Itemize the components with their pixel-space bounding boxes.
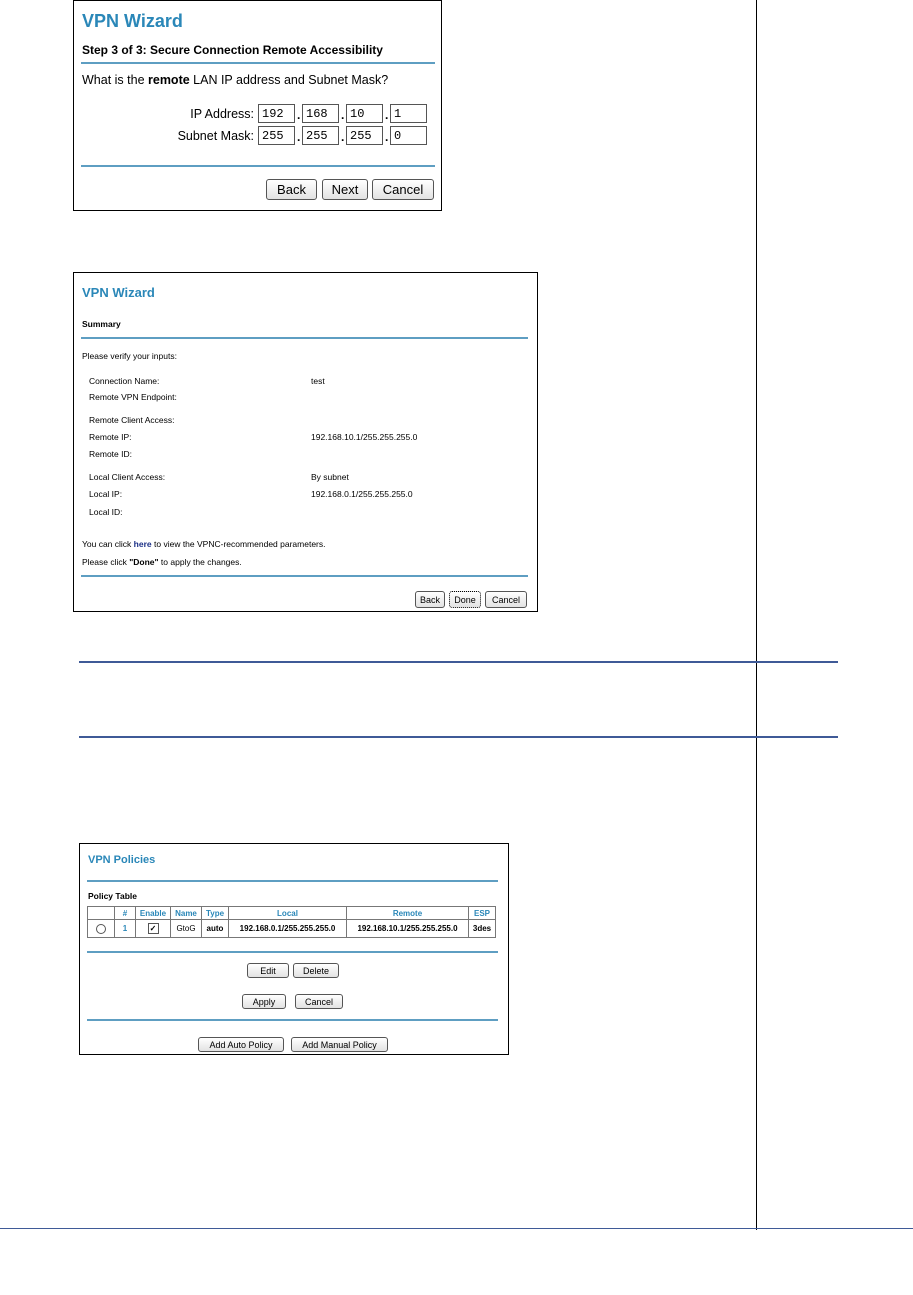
- divider: [81, 165, 435, 167]
- separator-dot: .: [385, 130, 389, 144]
- summary-value: 192.168.10.1/255.255.255.0: [311, 432, 418, 442]
- policy-type: auto: [202, 920, 229, 938]
- policy-esp: 3des: [469, 920, 496, 938]
- divider: [87, 880, 498, 882]
- note-top-rule: [79, 661, 838, 663]
- divider: [81, 337, 528, 339]
- vpn-wizard-step3-panel: [73, 0, 442, 211]
- table-row: [88, 920, 496, 938]
- ip-octet-4-input[interactable]: [390, 104, 427, 123]
- column-header: Type: [202, 907, 229, 920]
- ip-address-label: IP Address:: [190, 107, 254, 121]
- summary-value: By subnet: [311, 472, 349, 482]
- ip-octet-2-input[interactable]: [302, 104, 339, 123]
- mask-octet-4-input[interactable]: [390, 126, 427, 145]
- column-header: Local: [229, 907, 347, 920]
- vpn-policies-panel: [79, 843, 509, 1055]
- summary-label: Remote ID:: [89, 449, 132, 459]
- page-border-line: [756, 0, 757, 1230]
- edit-button[interactable]: Edit: [247, 963, 289, 978]
- summary-label: Remote IP:: [89, 432, 132, 442]
- policy-name: GtoG: [171, 920, 202, 938]
- separator-dot: .: [297, 108, 301, 122]
- back-button[interactable]: Back: [415, 591, 445, 608]
- enable-checkbox[interactable]: ✓: [148, 923, 159, 934]
- panel-title: VPN Wizard: [82, 285, 155, 300]
- separator-dot: .: [341, 130, 345, 144]
- summary-value: 192.168.0.1/255.255.255.0: [311, 489, 413, 499]
- row-select-radio[interactable]: [96, 924, 106, 934]
- summary-label: Remote VPN Endpoint:: [89, 392, 177, 402]
- question-text: What is the remote LAN IP address and Subnet Mask?: [82, 73, 389, 87]
- column-header: Remote: [347, 907, 469, 920]
- policy-local: 192.168.0.1/255.255.255.0: [229, 920, 347, 938]
- policy-table: [87, 906, 496, 938]
- divider: [81, 575, 528, 577]
- apply-instruction-text: Please click "Done" to apply the changes.: [82, 557, 242, 567]
- delete-button[interactable]: Delete: [293, 963, 339, 978]
- vpnc-params-link[interactable]: here: [133, 539, 152, 549]
- summary-value: test: [311, 376, 325, 386]
- column-header: [88, 907, 115, 920]
- panel-title: VPN Policies: [88, 854, 156, 866]
- panel-title: VPN Wizard: [82, 11, 183, 31]
- cancel-button[interactable]: Cancel: [485, 591, 527, 608]
- vpn-wizard-summary-panel: [73, 272, 538, 612]
- divider: [87, 951, 498, 953]
- separator-dot: .: [341, 108, 345, 122]
- policy-remote: 192.168.10.1/255.255.255.0: [347, 920, 469, 938]
- subnet-mask-label: Subnet Mask:: [177, 129, 254, 143]
- policy-table-title: Policy Table: [88, 891, 137, 901]
- row-number: 1: [115, 920, 136, 938]
- ip-octet-1-input[interactable]: [258, 104, 295, 123]
- summary-heading: Summary: [82, 319, 121, 329]
- ip-octet-3-input[interactable]: [346, 104, 383, 123]
- done-button[interactable]: Done: [449, 591, 481, 608]
- divider: [87, 1019, 498, 1021]
- row-select-cell[interactable]: [88, 920, 115, 938]
- enable-cell[interactable]: [136, 920, 171, 938]
- verify-text: Please verify your inputs:: [82, 351, 177, 361]
- footer-rule: [0, 1228, 913, 1229]
- divider: [81, 62, 435, 64]
- cancel-button[interactable]: Cancel: [372, 179, 434, 200]
- separator-dot: .: [385, 108, 389, 122]
- summary-label: Local Client Access:: [89, 472, 166, 482]
- summary-label: Remote Client Access:: [89, 415, 175, 425]
- add-manual-policy-button[interactable]: Add Manual Policy: [291, 1037, 388, 1052]
- column-header: #: [115, 907, 136, 920]
- table-header-row: [88, 907, 496, 920]
- summary-label: Local IP:: [89, 489, 123, 499]
- add-auto-policy-button[interactable]: Add Auto Policy: [198, 1037, 284, 1052]
- step-heading: Step 3 of 3: Secure Connection Remote Accessibility: [82, 43, 383, 57]
- summary-label: Connection Name:: [89, 376, 160, 386]
- note-bottom-rule: [79, 736, 838, 738]
- apply-button[interactable]: Apply: [242, 994, 286, 1009]
- cancel-button[interactable]: Cancel: [295, 994, 343, 1009]
- back-button[interactable]: Back: [266, 179, 317, 200]
- mask-octet-2-input[interactable]: [302, 126, 339, 145]
- mask-octet-3-input[interactable]: [346, 126, 383, 145]
- vpnc-params-text: You can click here to view the VPNC-recommended parameters.: [82, 539, 326, 549]
- column-header: Enable: [136, 907, 171, 920]
- column-header: ESP: [469, 907, 496, 920]
- mask-octet-1-input[interactable]: [258, 126, 295, 145]
- next-button[interactable]: Next: [322, 179, 368, 200]
- column-header: Name: [171, 907, 202, 920]
- separator-dot: .: [297, 130, 301, 144]
- summary-label: Local ID:: [89, 507, 123, 517]
